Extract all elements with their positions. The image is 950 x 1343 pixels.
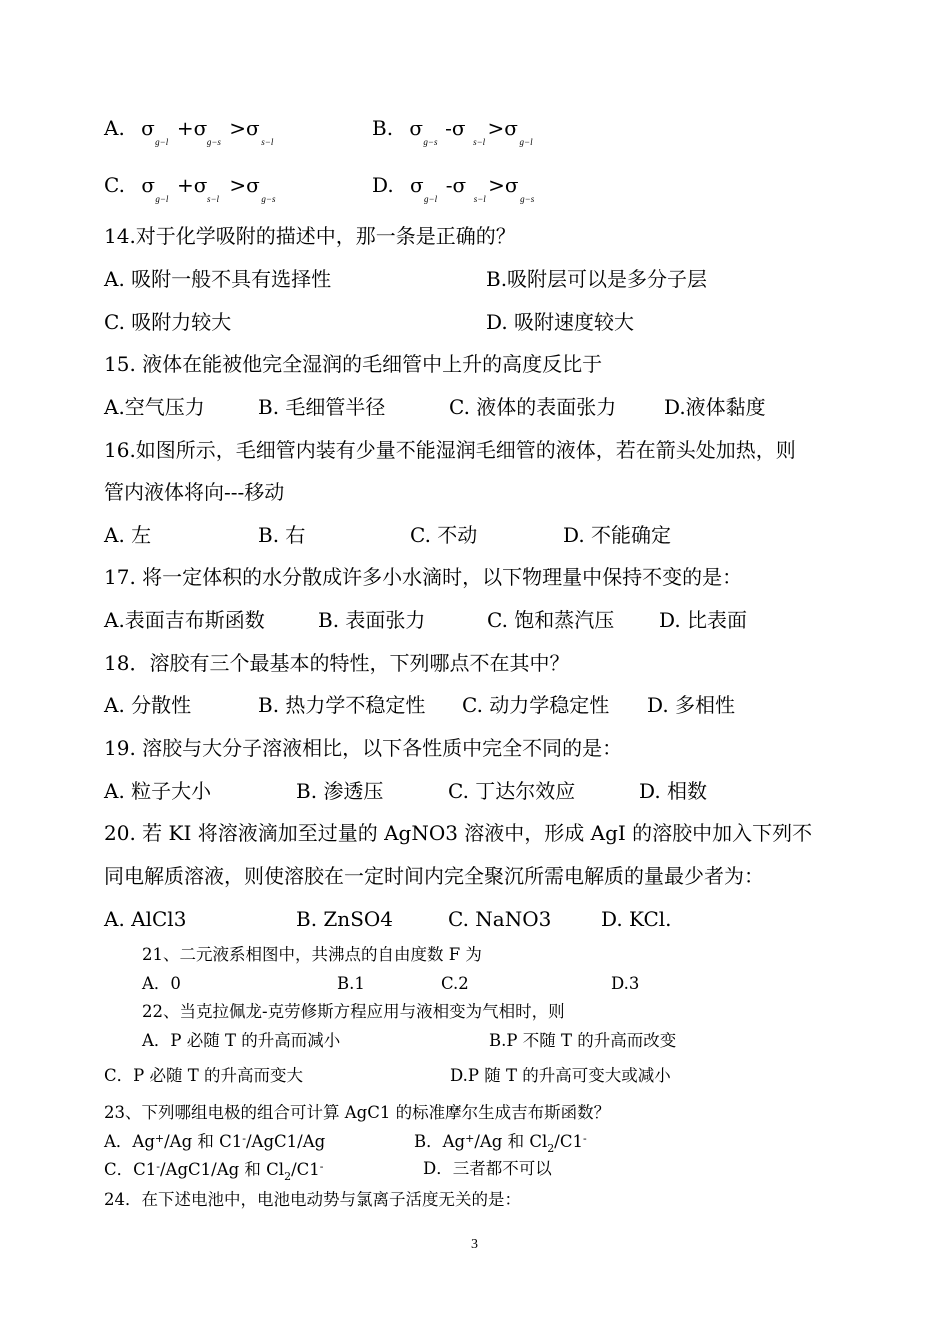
q23-option-a: A．Ag+/Ag 和 C1-/AgC1/Ag bbox=[104, 1132, 326, 1151]
q14-option-d: D. 吸附速度较大 bbox=[486, 310, 635, 334]
q21-option-b: B.1 bbox=[337, 974, 365, 993]
q22-option-a: A．P 必随 T 的升高而减小 bbox=[142, 1031, 341, 1050]
q15-option-d: D.液体黏度 bbox=[664, 395, 766, 419]
q13-option-a: A. σ g−l +σ g−s >σ s−l bbox=[104, 116, 274, 147]
q18-option-d: D. 多相性 bbox=[647, 693, 736, 717]
q20-option-b: B. ZnSO4 bbox=[296, 907, 394, 931]
q14-option-a: A. 吸附一般不具有选择性 bbox=[104, 267, 332, 291]
q19-option-c: C. 丁达尔效应 bbox=[448, 779, 576, 803]
q15-option-b: B. 毛细管半径 bbox=[258, 395, 386, 419]
q16-option-d: D. 不能确定 bbox=[563, 523, 672, 547]
q14-option-c: C. 吸附力较大 bbox=[104, 310, 232, 334]
q16-option-a: A. 左 bbox=[104, 523, 152, 547]
q19-option-b: B. 渗透压 bbox=[296, 779, 384, 803]
q16-stem-line2: 管内液体将向---移动 bbox=[104, 480, 285, 504]
q20-stem-line1: 20. 若 KI 将溶液滴加至过量的 AgNO3 溶液中，形成 AgI 的溶胶中加入下列不 bbox=[104, 821, 813, 845]
q20-option-d: D. KCl. bbox=[601, 907, 672, 931]
q14-stem: 14.对于化学吸附的描述中，那一条是正确的？ bbox=[104, 224, 516, 248]
q21-option-d: D.3 bbox=[611, 974, 640, 993]
q15-option-c: C. 液体的表面张力 bbox=[449, 395, 617, 419]
q23-option-c: C．C1-/AgC1/Ag 和 $Cl_2/C1^-$ bbox=[104, 1160, 324, 1183]
q13-option-c: C. σ g−l +σ s−l >σ g−s bbox=[104, 173, 276, 204]
q20-stem-line2: 同电解质溶液，则使溶胶在一定时间内完全聚沉所需电解质的量最少者为： bbox=[104, 864, 764, 888]
q13-option-b: B. σ g−s -σ s−l >σ g−l bbox=[372, 116, 533, 147]
q16-option-c: C. 不动 bbox=[410, 523, 478, 547]
q18-stem: 18．溶胶有三个最基本的特性，下列哪点不在其中？ bbox=[104, 651, 570, 675]
q22-option-c: C．P 必随 T 的升高而变大 bbox=[104, 1066, 303, 1085]
q21-stem: 21、二元液系相图中，共沸点的自由度数 F 为 bbox=[142, 945, 482, 964]
q17-option-c: C. 饱和蒸汽压 bbox=[487, 608, 615, 632]
q17-stem: 17. 将一定体积的水分散成许多小水滴时，以下物理量中保持不变的是： bbox=[104, 565, 743, 589]
q22-option-d: D.P 随 T 的升高可变大或减小 bbox=[450, 1066, 671, 1085]
q24-stem: 24．在下述电池中，电池电动势与氯离子活度无关的是： bbox=[104, 1190, 521, 1209]
q23-option-b: B．Ag+/Ag 和 $Cl_2/C1^-$ bbox=[414, 1132, 587, 1155]
q17-option-b: B. 表面张力 bbox=[318, 608, 426, 632]
q19-option-a: A. 粒子大小 bbox=[104, 779, 212, 803]
q20-option-a: A. AlCl3 bbox=[104, 907, 187, 931]
q21-option-a: A．0 bbox=[142, 974, 181, 993]
q16-stem-line1: 16.如图所示，毛细管内装有少量不能湿润毛细管的液体，若在箭头处加热，则 bbox=[104, 438, 796, 462]
q15-stem: 15. 液体在能被他完全湿润的毛细管中上升的高度反比于 bbox=[104, 352, 603, 376]
q15-option-a: A.空气压力 bbox=[104, 395, 205, 419]
q22-stem: 22、当克拉佩龙-克劳修斯方程应用与液相变为气相时，则 bbox=[142, 1002, 565, 1021]
q17-option-d: D. 比表面 bbox=[659, 608, 748, 632]
q23-option-d: D．三者都不可以 bbox=[423, 1159, 552, 1178]
q23-stem: 23、下列哪组电极的组合可计算 AgC1 的标准摩尔生成吉布斯函数？ bbox=[104, 1103, 611, 1122]
q18-option-b: B. 热力学不稳定性 bbox=[258, 693, 426, 717]
q19-stem: 19. 溶胶与大分子溶液相比，以下各性质中完全不同的是： bbox=[104, 736, 623, 760]
page-number: 3 bbox=[471, 1237, 478, 1252]
q20-option-c: C. NaNO3 bbox=[448, 907, 552, 931]
q13-option-d: D. σ g−l -σ s−l >σ g−s bbox=[372, 173, 535, 204]
q14-option-b: B.吸附层可以是多分子层 bbox=[486, 267, 708, 291]
q19-option-d: D. 相数 bbox=[639, 779, 708, 803]
q17-option-a: A.表面吉布斯函数 bbox=[104, 608, 265, 632]
q22-option-b: B.P 不随 T 的升高而改变 bbox=[489, 1031, 677, 1050]
q18-option-a: A. 分散性 bbox=[104, 693, 192, 717]
q16-option-b: B. 右 bbox=[258, 523, 306, 547]
q21-option-c: C.2 bbox=[441, 974, 469, 993]
q18-option-c: C. 动力学稳定性 bbox=[462, 693, 610, 717]
